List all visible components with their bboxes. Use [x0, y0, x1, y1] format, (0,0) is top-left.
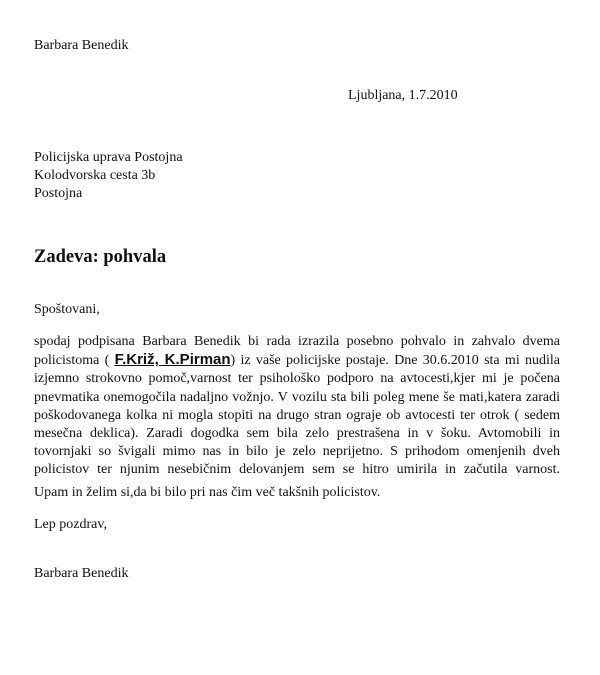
recipient-line-1: Policijska uprava Postojna [34, 150, 183, 165]
place-date: Ljubljana, 1.7.2010 [348, 88, 458, 103]
sender-name: Barbara Benedik [34, 38, 129, 53]
recipient-line-3: Postojna [34, 186, 83, 201]
recipient-line-2: Kolodvorska cesta 3b [34, 168, 156, 183]
subject-heading: Zadeva: pohvala [34, 247, 167, 267]
body-text-part-2: ) iz vaše policijske postaje. Dne 30.6.2010 sta mi nudila izjemno strokovno pomoč,varnost ter psihološko podporo na avtocesti,kjer mi je počena pnevmatika onemogočila nadaljno vožnjo. V vozilu sta bili poleg mene še mati,katera zaradi poškodovanega kolka ni mogla stopiti na drugo stran ograje ob avtocesti ter otrok ( sedem mesečna deklica). Zaradi dogodka sem bila zelo prestrašena in v šoku. Avtomobili in tovornjaki so švigali mimo nas in bilo je zelo neprijetno. S prihodom omenjenih dveh policistov ter njunim nesebičnim delovanjem sem se hitro umirila in začutila varnost. [34, 353, 560, 478]
officer-names: F.Križ, K.Pirman [114, 351, 231, 369]
sign-off: Lep pozdrav, [34, 517, 107, 532]
closing-sentence: Upam in želim si,da bi bilo pri nas čim več takšnih policistov. [34, 485, 381, 500]
letter-body [34, 333, 560, 480]
salutation: Spoštovani, [34, 302, 100, 317]
body-text-part-1: spodaj podpisana Barbara Benedik bi rada izrazila posebno pohvalo in zahvalo dvema policistoma ( [34, 334, 560, 369]
signature-name: Barbara Benedik [34, 566, 129, 581]
